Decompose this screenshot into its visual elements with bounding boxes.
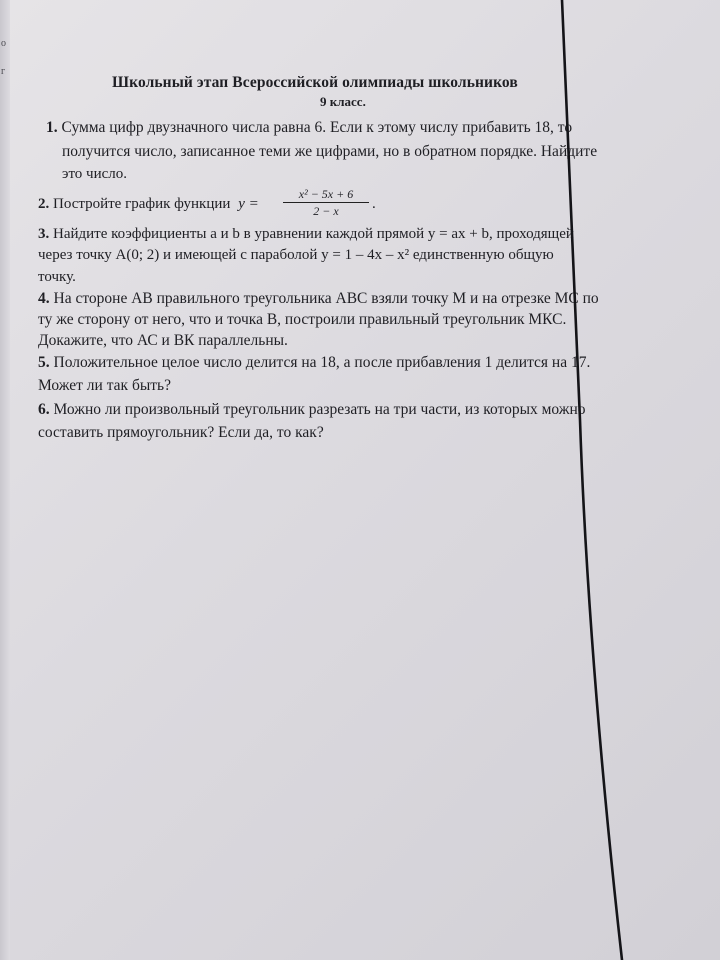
problem-text: Найдите коэффициенты a и b в уравнении каждой прямой y = ax + b, проходящей [53,226,574,242]
problem-text: Может ли так быть? [38,377,171,394]
problem-text: получится число, записанное теми же цифрами, но в обратном порядке. Найдите [62,143,598,160]
problem-number: 5. [38,354,50,371]
problem-text: через точку A(0; 2) и имеющей с параболой y = 1 – 4x – x² единственную общую [38,247,554,263]
problem-line [38,195,259,213]
problem-line [38,401,586,419]
problem-line [46,119,572,137]
formula-numerator: x² − 5x + 6 [283,187,369,203]
problem-text: ту же сторону от него, что и точка В, построили правильный треугольник МКС. [38,311,567,328]
margin-mark: о [1,38,6,49]
problem-text: точку. [38,269,76,285]
problem-text: составить прямоугольник? Если да, то как? [38,424,324,441]
page-title: Школьный этап Всероссийской олимпиады школьников [112,74,518,91]
problem-text: это число. [62,166,128,182]
function-formula [283,187,369,218]
problem-line [38,225,574,243]
problem-number: 1. [46,119,58,136]
margin-mark: г [1,66,6,77]
formula-denominator: 2 − x [313,204,339,218]
problem-line [38,290,599,308]
problem-text: Докажите, что АС и ВК параллельны. [38,332,288,349]
grade-label: 9 класс. [320,94,366,109]
problem-number: 6. [38,401,50,418]
problem-text: Положительное целое число делится на 18, а после прибавления 1 делится на 17. [53,354,591,371]
problem-text: Сумма цифр двузначного числа равна 6. Если к этому числу прибавить 18, то [61,119,573,136]
problem-text: Постройте график функции [53,196,231,212]
problem-number: 3. [38,226,50,242]
problem-number: 4. [38,290,50,307]
formula-end: . [372,196,376,212]
problem-line [38,354,590,372]
formula-lhs: y = [238,196,259,212]
problem-text: На стороне АВ правильного треугольника АВС взяли точку М и на отрезке МС по [53,290,599,307]
problem-number: 2. [38,196,50,212]
problem-text: Можно ли произвольный треугольник разрезать на три части, из которых можно [53,401,586,418]
